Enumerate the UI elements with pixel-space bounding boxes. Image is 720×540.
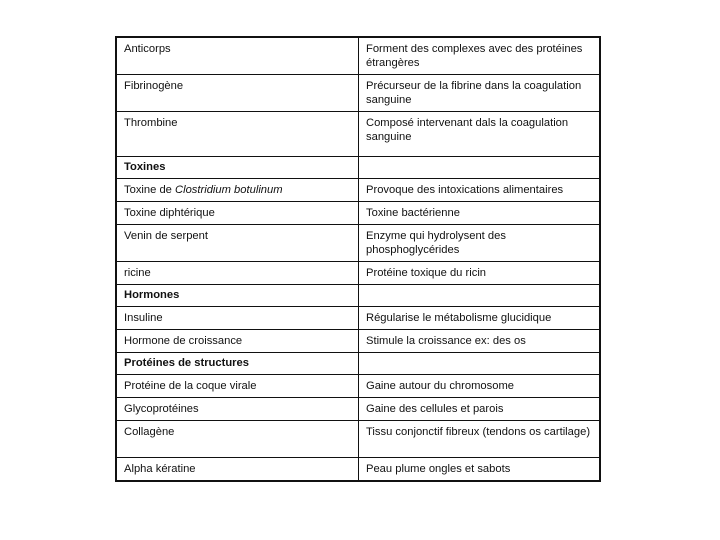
table-row — [116, 262, 600, 285]
protein-table — [115, 36, 601, 482]
protein-role: Toxine bactérienne — [359, 202, 601, 225]
protein-role: Forment des complexes avec des protéines étrangères — [359, 37, 601, 75]
empty-cell — [359, 285, 601, 307]
section-header-row — [116, 285, 600, 307]
protein-role: Tissu conjonctif fibreux (tendons os cartilage) — [359, 421, 601, 458]
protein-name: Toxine diphtérique — [116, 202, 359, 225]
table-row — [116, 37, 600, 75]
protein-role: Provoque des intoxications alimentaires — [359, 179, 601, 202]
protein-name — [116, 179, 359, 202]
table-row — [116, 307, 600, 330]
section-header-hormones: Hormones — [116, 285, 359, 307]
protein-role: Régularise le métabolisme glucidique — [359, 307, 601, 330]
protein-name-species: Clostridium botulinum — [175, 184, 283, 196]
protein-name: Anticorps — [116, 37, 359, 75]
protein-role: Précurseur de la fibrine dans la coagulation sanguine — [359, 75, 601, 112]
section-header-toxines: Toxines — [116, 157, 359, 179]
table-row — [116, 375, 600, 398]
empty-cell — [359, 353, 601, 375]
protein-role: Stimule la croissance ex: des os — [359, 330, 601, 353]
table-row — [116, 330, 600, 353]
protein-role: Gaine des cellules et parois — [359, 398, 601, 421]
protein-name: ricine — [116, 262, 359, 285]
section-header-row — [116, 157, 600, 179]
protein-role: Gaine autour du chromosome — [359, 375, 601, 398]
protein-name: Insuline — [116, 307, 359, 330]
table-row — [116, 225, 600, 262]
protein-name-prefix: Toxine de — [124, 184, 175, 196]
protein-role: Protéine toxique du ricin — [359, 262, 601, 285]
protein-name: Venin de serpent — [116, 225, 359, 262]
table-row — [116, 179, 600, 202]
section-header-row — [116, 353, 600, 375]
protein-name: Hormone de croissance — [116, 330, 359, 353]
table-row — [116, 75, 600, 112]
protein-name: Alpha kératine — [116, 458, 359, 482]
protein-name: Glycoprotéines — [116, 398, 359, 421]
protein-name: Collagène — [116, 421, 359, 458]
protein-name: Fibrinogène — [116, 75, 359, 112]
table-row — [116, 112, 600, 157]
table-row — [116, 458, 600, 482]
section-header-structures: Protéines de structures — [116, 353, 359, 375]
table-row — [116, 421, 600, 458]
empty-cell — [359, 157, 601, 179]
table-row — [116, 202, 600, 225]
protein-role: Enzyme qui hydrolysent des phosphoglycérides — [359, 225, 601, 262]
protein-role: Composé intervenant dals la coagulation sanguine — [359, 112, 601, 157]
protein-name: Thrombine — [116, 112, 359, 157]
protein-name: Protéine de la coque virale — [116, 375, 359, 398]
protein-role: Peau plume ongles et sabots — [359, 458, 601, 482]
table-row — [116, 398, 600, 421]
